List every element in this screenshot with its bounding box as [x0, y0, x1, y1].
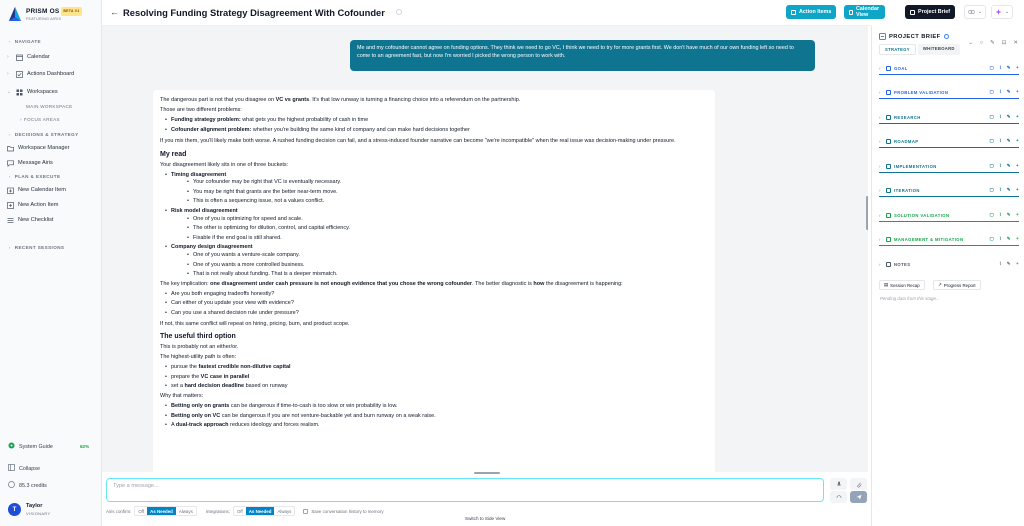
integrations-dropdown[interactable]: [964, 5, 986, 19]
resize-handle[interactable]: [474, 472, 500, 474]
chevron-right-icon: ›: [879, 90, 881, 95]
airis-confirm-toggle[interactable]: [134, 506, 196, 516]
chevron-down-icon: ⌄: [7, 89, 12, 95]
calendar-icon: [16, 54, 23, 61]
chevron-right-icon: ›: [879, 115, 881, 120]
brief-section-goal[interactable]: [879, 63, 1019, 74]
comment-icon[interactable]: ▢: [989, 163, 995, 168]
brief-section-problem-validation[interactable]: [879, 87, 1019, 98]
brief-icon: [879, 33, 886, 40]
comment-icon[interactable]: ▢: [989, 187, 995, 192]
sidebar-item-workspaces[interactable]: ⌄ Workspaces: [7, 89, 58, 95]
section-label: ITERATION: [894, 188, 920, 193]
brand[interactable]: [9, 7, 82, 21]
expand-icon[interactable]: ⊡: [1001, 40, 1007, 46]
chevron-down-icon: ⌄: [978, 9, 983, 15]
composer-area: [102, 472, 868, 526]
calendar-view-button[interactable]: Calendar View: [844, 5, 885, 19]
section-label: ROADMAP: [894, 139, 919, 144]
brief-section-notes[interactable]: [879, 259, 1019, 270]
system-guide-progress: 62%: [80, 444, 90, 449]
credits[interactable]: 85.3 credits: [8, 481, 47, 490]
section-navigate[interactable]: ‹ NAVIGATE: [9, 39, 41, 44]
sparkle-icon: [995, 9, 1002, 15]
trend-icon: ↗: [938, 282, 942, 287]
add-icon[interactable]: +: [1015, 65, 1019, 70]
brief-section-solution-validation[interactable]: [879, 210, 1019, 221]
edit-icon[interactable]: ✎: [1006, 261, 1011, 266]
integrations-as-needed[interactable]: As Needed: [246, 507, 275, 515]
heading-third-option: The useful third option: [160, 333, 236, 341]
section-recent-sessions[interactable]: ‹ RECENT SESSIONS: [9, 245, 65, 250]
section-icon: [886, 139, 891, 144]
attach-icon[interactable]: [850, 478, 867, 490]
section-icon: [886, 262, 891, 267]
attach-icon[interactable]: ⌇: [999, 114, 1002, 119]
sidebar-item-main-workspace[interactable]: MAIN WORKSPACE: [26, 104, 73, 109]
sidebar-item-calendar[interactable]: › Calendar: [7, 54, 50, 60]
section-label: NOTES: [894, 262, 911, 267]
pin-icon[interactable]: ⌄: [968, 40, 973, 46]
checkbox-plus-icon: [7, 202, 14, 209]
sidebar-item-actions-dashboard[interactable]: › Actions Dashboard: [7, 71, 75, 77]
section-divider: [879, 98, 1019, 99]
edit-icon[interactable]: ✎: [1006, 138, 1011, 143]
section-label: IMPLEMENTATION: [894, 164, 937, 169]
chevron-right-icon: ›: [879, 188, 881, 193]
attach-icon[interactable]: ⌇: [999, 261, 1002, 266]
section-decisions[interactable]: ‹ DECISIONS & STRATEGY: [9, 132, 79, 137]
section-divider: [879, 172, 1019, 173]
brief-section-implementation[interactable]: [879, 161, 1019, 172]
comment-icon[interactable]: ▢: [989, 89, 995, 94]
edit-icon[interactable]: ✎: [1006, 187, 1011, 192]
tab-strategy[interactable]: STRATEGY: [879, 44, 916, 55]
pending-placeholder: Pending data from this stage...: [880, 296, 940, 301]
airis-confirm-always[interactable]: Always: [178, 508, 193, 514]
section-icon: [886, 237, 891, 242]
message-icon: [7, 160, 14, 167]
history-icon[interactable]: ○: [979, 40, 984, 46]
folder-icon: [7, 145, 14, 152]
headset-icon[interactable]: [830, 491, 847, 503]
checkbox-icon: [791, 10, 796, 15]
integrations-always[interactable]: Always: [277, 508, 292, 514]
section-plan-execute[interactable]: ‹ PLAN & EXECUTE: [9, 174, 61, 179]
section-icon: [886, 213, 891, 218]
attach-icon[interactable]: ⌇: [999, 163, 1002, 168]
avatar[interactable]: T: [8, 503, 21, 516]
attach-icon[interactable]: ⌇: [999, 138, 1002, 143]
send-button[interactable]: [850, 491, 867, 503]
section-icon: [886, 115, 891, 120]
message-input[interactable]: Type a message...: [106, 478, 824, 502]
airis-confirm-as-needed[interactable]: As Needed: [147, 507, 176, 515]
attach-icon[interactable]: ⌇: [999, 212, 1002, 217]
project-brief-button[interactable]: Project Brief: [905, 5, 955, 19]
attach-icon[interactable]: ⌇: [999, 65, 1002, 70]
user-role: VISIONARY: [26, 511, 51, 516]
calendar-plus-icon: [7, 187, 14, 194]
chevron-right-icon: ›: [879, 262, 881, 267]
panel-title: PROJECT BRIEF: [889, 33, 941, 40]
comment-icon[interactable]: ▢: [989, 138, 995, 143]
chevron-right-icon: ›: [7, 71, 9, 77]
comment-icon[interactable]: ▢: [989, 65, 995, 70]
section-label: RESEARCH: [894, 115, 921, 120]
add-icon[interactable]: +: [1015, 163, 1019, 168]
main-area: [102, 0, 880, 526]
link-icon: [968, 9, 975, 15]
add-icon[interactable]: +: [1015, 114, 1019, 119]
brand-name: PRISM OS: [26, 8, 60, 15]
brief-section-iteration[interactable]: [879, 185, 1019, 196]
switch-side-view-button[interactable]: Switch to Side View: [465, 516, 506, 521]
attach-icon[interactable]: ⌇: [999, 89, 1002, 94]
edit-icon[interactable]: ✎: [990, 40, 995, 46]
system-guide[interactable]: System Guide 62%: [8, 442, 53, 451]
edit-icon[interactable]: ✎: [1006, 163, 1011, 168]
section-divider: [879, 245, 1019, 246]
tab-whiteboard[interactable]: WHITEBOARD: [918, 44, 960, 55]
assistant-message: The dangerous part is not that you disagree on VC vs grants. It's that low runway is turning a financing choice into a referendum on the partnership. Those are two different problems: • Funding strategy problem: what gets you the highest probability of cash in time • Cofounder alignment problem: whether you're building the same kind of company and can make hard decisions together If you mix them, you'll likely make both worse. A rushed funding decision can fail, and a stress-induced founder narrative can become "we're incompatible" when the real issue was decision-making under pressure. My read Your disagreement likely sits in one of three buckets: • Timing disagreement • Your cofounder may be right that VC is eventually necessary. • You may be right that grants are the better near-term move. • This is often a sequencing issue, not a values conflict. • Risk model disagreement • One of you is optimizing for speed and scale. • The other is optimizing for dilution, control, and capital efficiency. • Fixable if the end goal is still shared. • Company design disagreement • One of you wants a venture-scale company. • One of you wants a more controlled business. • That is not really about funding. That is a deeper mismatch. The key implication: one disagreement under cash pressure is not enough evidence that you chose the wrong cofounder. The better diagnostic is how the disagreement is happening: • Are you both engaging tradeoffs honestly? • Can either of you update your view with evidence? • Can you use a shared decision rule under pressure? If not, this same conflict will repeat on hiring, pricing, burn, and product scope. The useful third option This is probably not an either/or. The highest-utility path is often: • pursue the fastest credible non-dilutive capital • prepare the VC case in parallel • set a hard decision deadline based on runway Why that matters: • Betting only on grants can be dangerous if time-to-cash is too slow or win probability is low. • Betting only on VC can be dangerous if you are not venture-backable yet and burn runway on a weak raise. • A dual-track approach reduces ideology and forces realism.: [153, 90, 715, 472]
prism-logo-icon: [9, 7, 21, 21]
sidebar-item-workspace-manager[interactable]: Workspace Manager: [7, 142, 95, 154]
back-arrow-icon[interactable]: ←: [110, 7, 119, 17]
help-icon: [8, 442, 15, 451]
collapse-button[interactable]: Collapse: [8, 464, 40, 473]
document-icon: [910, 10, 915, 15]
integrations-toggle[interactable]: [233, 506, 295, 516]
sidebar: [0, 0, 102, 526]
credits-icon: [8, 481, 15, 490]
section-label: GOAL: [894, 66, 908, 71]
title-info-icon[interactable]: [396, 9, 402, 15]
section-divider: [879, 123, 1019, 124]
list-icon: [7, 217, 14, 224]
collapse-icon: [8, 464, 15, 473]
chevron-right-icon: ›: [879, 164, 881, 169]
beta-badge: BETA V1: [61, 7, 81, 16]
project-brief-panel: [871, 26, 1024, 526]
attach-icon[interactable]: ⌇: [999, 187, 1002, 192]
section-icon: [886, 90, 891, 95]
chevron-right-icon: ›: [7, 54, 9, 60]
calendar-icon: [849, 10, 853, 15]
chevron-right-icon: ›: [879, 66, 881, 71]
brief-section-management-mitigation[interactable]: [879, 234, 1019, 245]
sidebar-item-message-airis[interactable]: Message Airis: [7, 157, 95, 169]
document-icon: ▤: [884, 282, 889, 287]
section-divider: [879, 221, 1019, 222]
brief-section-research[interactable]: [879, 112, 1019, 123]
header: [102, 0, 880, 26]
section-label: PROBLEM VALIDATION: [894, 90, 949, 95]
microphone-icon[interactable]: [830, 478, 847, 490]
comment-icon[interactable]: ▢: [989, 114, 995, 119]
brief-tabs: [879, 44, 960, 55]
chevron-right-icon: ›: [879, 139, 881, 144]
edit-icon[interactable]: ✎: [1006, 236, 1011, 241]
user-name: Taylor: [26, 503, 43, 509]
section-icon: [886, 188, 891, 193]
add-icon[interactable]: +: [1015, 236, 1019, 241]
add-icon[interactable]: +: [1015, 187, 1019, 192]
info-icon[interactable]: [944, 34, 949, 39]
sidebar-item-new-calendar-item[interactable]: New Calendar Item: [7, 184, 95, 196]
airis-confirm-off[interactable]: Off: [138, 508, 145, 514]
edit-icon[interactable]: ✎: [1006, 65, 1011, 70]
section-divider: [879, 74, 1019, 75]
edit-icon[interactable]: ✎: [1006, 114, 1011, 119]
save-history-checkbox[interactable]: [303, 509, 308, 514]
section-icon: [886, 164, 891, 169]
section-label: MANAGEMENT & MITIGATION: [894, 237, 964, 242]
section-divider: [879, 147, 1019, 148]
checkbox-icon: [16, 71, 23, 78]
chevron-right-icon: ›: [879, 237, 881, 242]
edit-icon[interactable]: ✎: [1006, 89, 1011, 94]
chat-area[interactable]: [102, 26, 868, 472]
chevron-right-icon: ›: [20, 117, 22, 122]
add-icon[interactable]: +: [1015, 212, 1019, 217]
add-icon[interactable]: +: [1015, 89, 1019, 94]
comment-icon[interactable]: ▢: [989, 212, 995, 217]
composer-options: Airis confirm: Off As Needed Always Integrations: Off As Needed Always Save conversation history to memory: [106, 506, 384, 516]
page-title: Resolving Funding Strategy Disagreement With Cofounder: [123, 7, 385, 18]
session-recap-button[interactable]: ▤ Session Recap: [879, 280, 925, 290]
add-icon[interactable]: +: [1015, 138, 1019, 143]
heading-my-read: My read: [160, 150, 187, 158]
brief-section-roadmap[interactable]: [879, 136, 1019, 147]
sidebar-item-new-checklist[interactable]: New Checklist: [7, 214, 95, 226]
attach-icon[interactable]: ⌇: [999, 236, 1002, 241]
action-items-button[interactable]: Action Items: [786, 5, 836, 19]
brand-subtitle: FEATURING AIRIS: [26, 17, 62, 21]
progress-report-button[interactable]: ↗ Progress Report: [933, 280, 981, 290]
close-icon[interactable]: ✕: [1013, 40, 1018, 46]
chevron-right-icon: ›: [879, 213, 881, 218]
grid-icon: [16, 89, 23, 96]
chevron-down-icon: ⌄: [1005, 9, 1010, 15]
edit-icon[interactable]: ✎: [1006, 212, 1011, 217]
section-label: SOLUTION VALIDATION: [894, 213, 950, 218]
section-divider: [879, 196, 1019, 197]
section-icon: [886, 66, 891, 71]
sidebar-item-new-action-item[interactable]: New Action Item: [7, 199, 95, 211]
comment-icon[interactable]: ▢: [989, 236, 995, 241]
ai-mode-dropdown[interactable]: [991, 5, 1013, 19]
send-icon: [856, 494, 862, 500]
integrations-off[interactable]: Off: [236, 508, 243, 514]
chat-scrollbar[interactable]: [866, 196, 868, 230]
sidebar-item-focus-areas[interactable]: › FOCUS AREAS: [20, 117, 60, 122]
user-message: Me and my cofounder cannot agree on funding options. They think we need to go VC, I think we need to try for more grants first. We don't have much of our own funding left so need to come to an agreement fast, but now I'm worried I picked the wrong person to work with.: [350, 40, 815, 71]
add-icon[interactable]: +: [1015, 261, 1019, 266]
